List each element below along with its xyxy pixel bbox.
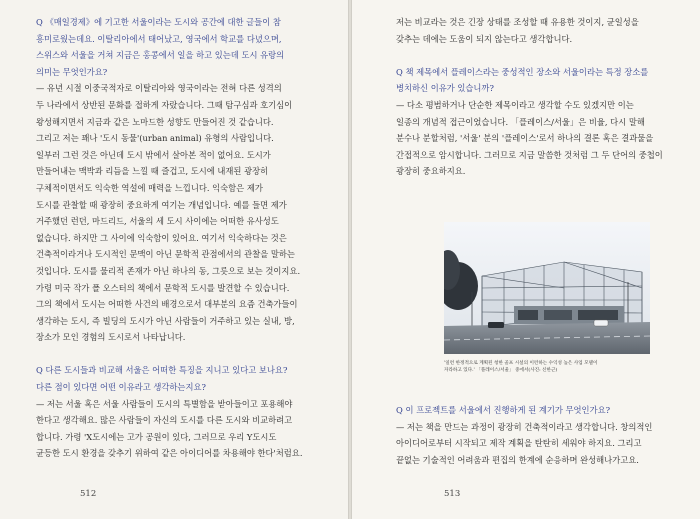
question-line: Q 《매일경제》에 기고한 서울이라는 도시와 공간에 대한 글들이 참 bbox=[36, 17, 281, 27]
answer-line: 끝없는 기술적인 어려움과 편집의 한계에 순응하며 완성해나가고요. bbox=[396, 454, 639, 465]
answer-line: — 다소 평범하거나 단순한 제목이라고 생각할 수도 있겠지만 이는 bbox=[396, 99, 634, 110]
question-line: 다른 점이 있다면 어떤 이유라고 생각하는지요? bbox=[36, 382, 206, 393]
question-line: 스위스와 서울을 거쳐 지금은 홍콩에서 일을 하고 있는데 도시 유랑의 bbox=[36, 50, 285, 61]
page-number-left: 512 bbox=[80, 489, 97, 499]
answer-line: 균등한 도시 환경을 갖추기 위하여 같은 아이디어를 차용해야 한다'처럼요. bbox=[36, 448, 303, 459]
answer-line: 그의 책에서 도시는 어떠한 사건의 배경으로서 대부분의 요즘 건축가들이 bbox=[36, 299, 298, 310]
answer-line: 광장히 중요하지요. bbox=[396, 166, 466, 177]
answer-line: 왕성해지면서 지금과 같은 노마드한 성향도 만들어진 것 같습니다. bbox=[36, 116, 274, 127]
answer-line: 간접적으로 암시합니다. 그러므로 지금 말씀한 것처럼 그 두 단어의 중첩이 bbox=[396, 149, 663, 160]
answer-line: 구체적이면서도 익숙한 역설에 매력을 느낍니다. 익숙함은 제가 bbox=[36, 182, 263, 193]
answer-line: 일종의 개념적 접근이었습니다. 「플레이스/서울」은 비율, 다시 말해 bbox=[396, 116, 645, 127]
left-page bbox=[0, 0, 348, 519]
left-text-column bbox=[36, 14, 302, 462]
answer-line: 가령 미국 작가 폴 오스터의 책에서 문학적 도시를 발견할 수 있습니다. bbox=[36, 282, 290, 293]
question-line: 병치하신 이유가 있습니까? bbox=[396, 83, 494, 94]
building-photo bbox=[444, 222, 650, 354]
question-line: 의미는 무엇인가요? bbox=[36, 66, 108, 77]
answer-line: 도시를 관찰할 때 광장히 중요하게 여기는 개념입니다. 예를 들면 제가 bbox=[36, 199, 287, 210]
answer-line: — 저는 책을 만드는 과정이 광장히 건축적이라고 생각합니다. 창의적인 bbox=[396, 421, 653, 432]
question-line: 흥미로웠는데요. 이탈리아에서 태어났고, 영국에서 학교를 다녔으며, bbox=[36, 33, 282, 44]
answer-line: — 저는 서울 혹은 서울 사람들이 도시의 특별함을 받아들이고 포용해야 bbox=[36, 398, 293, 409]
answer-line: — 유년 시절 이중국적자로 이탈리아와 영국이라는 전혀 다른 성격의 bbox=[36, 83, 282, 94]
paragraph-gap bbox=[396, 47, 663, 64]
answer-line: 두 나라에서 상반된 문화를 접하게 자랐습니다. 그때 탐구심과 호기심이 bbox=[36, 99, 293, 110]
answer-line: 일부러 그런 것은 아닌데 도시 밖에서 살아본 적이 없어요. 도시가 bbox=[36, 149, 271, 160]
photo-caption bbox=[444, 360, 654, 374]
caption-line: 자라하고 있다.' 「플레이스/서울」 중에서(사진: 신한근) bbox=[444, 368, 558, 373]
right-page bbox=[352, 0, 700, 519]
question-line: Q 다른 도시들과 비교해 서울은 어떠한 특징을 지니고 있다고 보나요? bbox=[36, 365, 288, 376]
answer-line: 갖추는 데에는 도움이 되지 않는다고 생각합니다. bbox=[396, 33, 573, 44]
answer-line: 생각하는 도시, 즉 빌딩의 도시가 아닌 사람들이 거주하고 있는 실내, 방, bbox=[36, 315, 295, 326]
right-text-column-bottom bbox=[396, 402, 652, 468]
answer-line: 아이디어로부터 시작되고 제작 계획을 탄탄히 세워야 하지요. 그리고 bbox=[396, 438, 642, 449]
golf-driving-range-photo-icon bbox=[444, 222, 650, 354]
caption-line: '일련 한정적으로 계획된 청한 골프 시설의 이런하는 수익성 높은 사업 모델이 bbox=[444, 361, 598, 366]
right-text-column-top bbox=[396, 14, 663, 180]
answer-line: 거주했던 런던, 마드리드, 서울의 세 도시 사이에는 어떠한 유사성도 bbox=[36, 216, 279, 227]
answer-line: 것입니다. 도시를 물리적 존재가 아닌 하나의 동, 그릇으로 보는 것이지요. bbox=[36, 265, 301, 276]
answer-line: 한다고 생각해요. 많은 사람들이 자신의 도시를 다른 도시와 비교하려고 bbox=[36, 415, 293, 426]
answer-line: 그리고 저는 꽤나 '도시 동물'(urban animal) 유형의 사람입니다. bbox=[36, 133, 274, 144]
page-number-right: 513 bbox=[444, 489, 461, 499]
answer-line: 합니다. 가령 'X도시에는 고가 공원이 있다, 그러므로 우리 Y도시도 bbox=[36, 431, 277, 442]
answer-line: 만들어내는 맥박과 리듬을 느낄 때 즐겁고, 도시에 내재된 광장히 bbox=[36, 166, 269, 177]
question-line: Q 이 프로젝트를 서울에서 진행하게 된 계기가 무엇인가요? bbox=[396, 405, 611, 415]
answer-line: 건축적이라거나 도시적인 문맥이 아닌 문학적 관점에서의 관찰을 말하는 bbox=[36, 249, 295, 260]
question-line: Q 책 제목에서 플레이스라는 중성적인 장소와 서울이라는 특정 장소를 bbox=[396, 66, 649, 77]
paragraph-gap bbox=[36, 346, 302, 363]
answer-line: 저는 비교라는 것은 긴장 상태를 조성할 때 유용한 것이지, 균일성을 bbox=[396, 17, 639, 27]
answer-line: 없습니다. 하지만 그 사이에 익숙함이 있어요. 여기서 익숙하다는 것은 bbox=[36, 232, 287, 243]
answer-line: 장소가 모인 경험의 도시로서 나타납니다. bbox=[36, 332, 186, 343]
answer-line: 분수나 분할처럼, '서울' 분의 '플레이스'로서 하나의 결론 혹은 결과물을 bbox=[396, 133, 654, 144]
